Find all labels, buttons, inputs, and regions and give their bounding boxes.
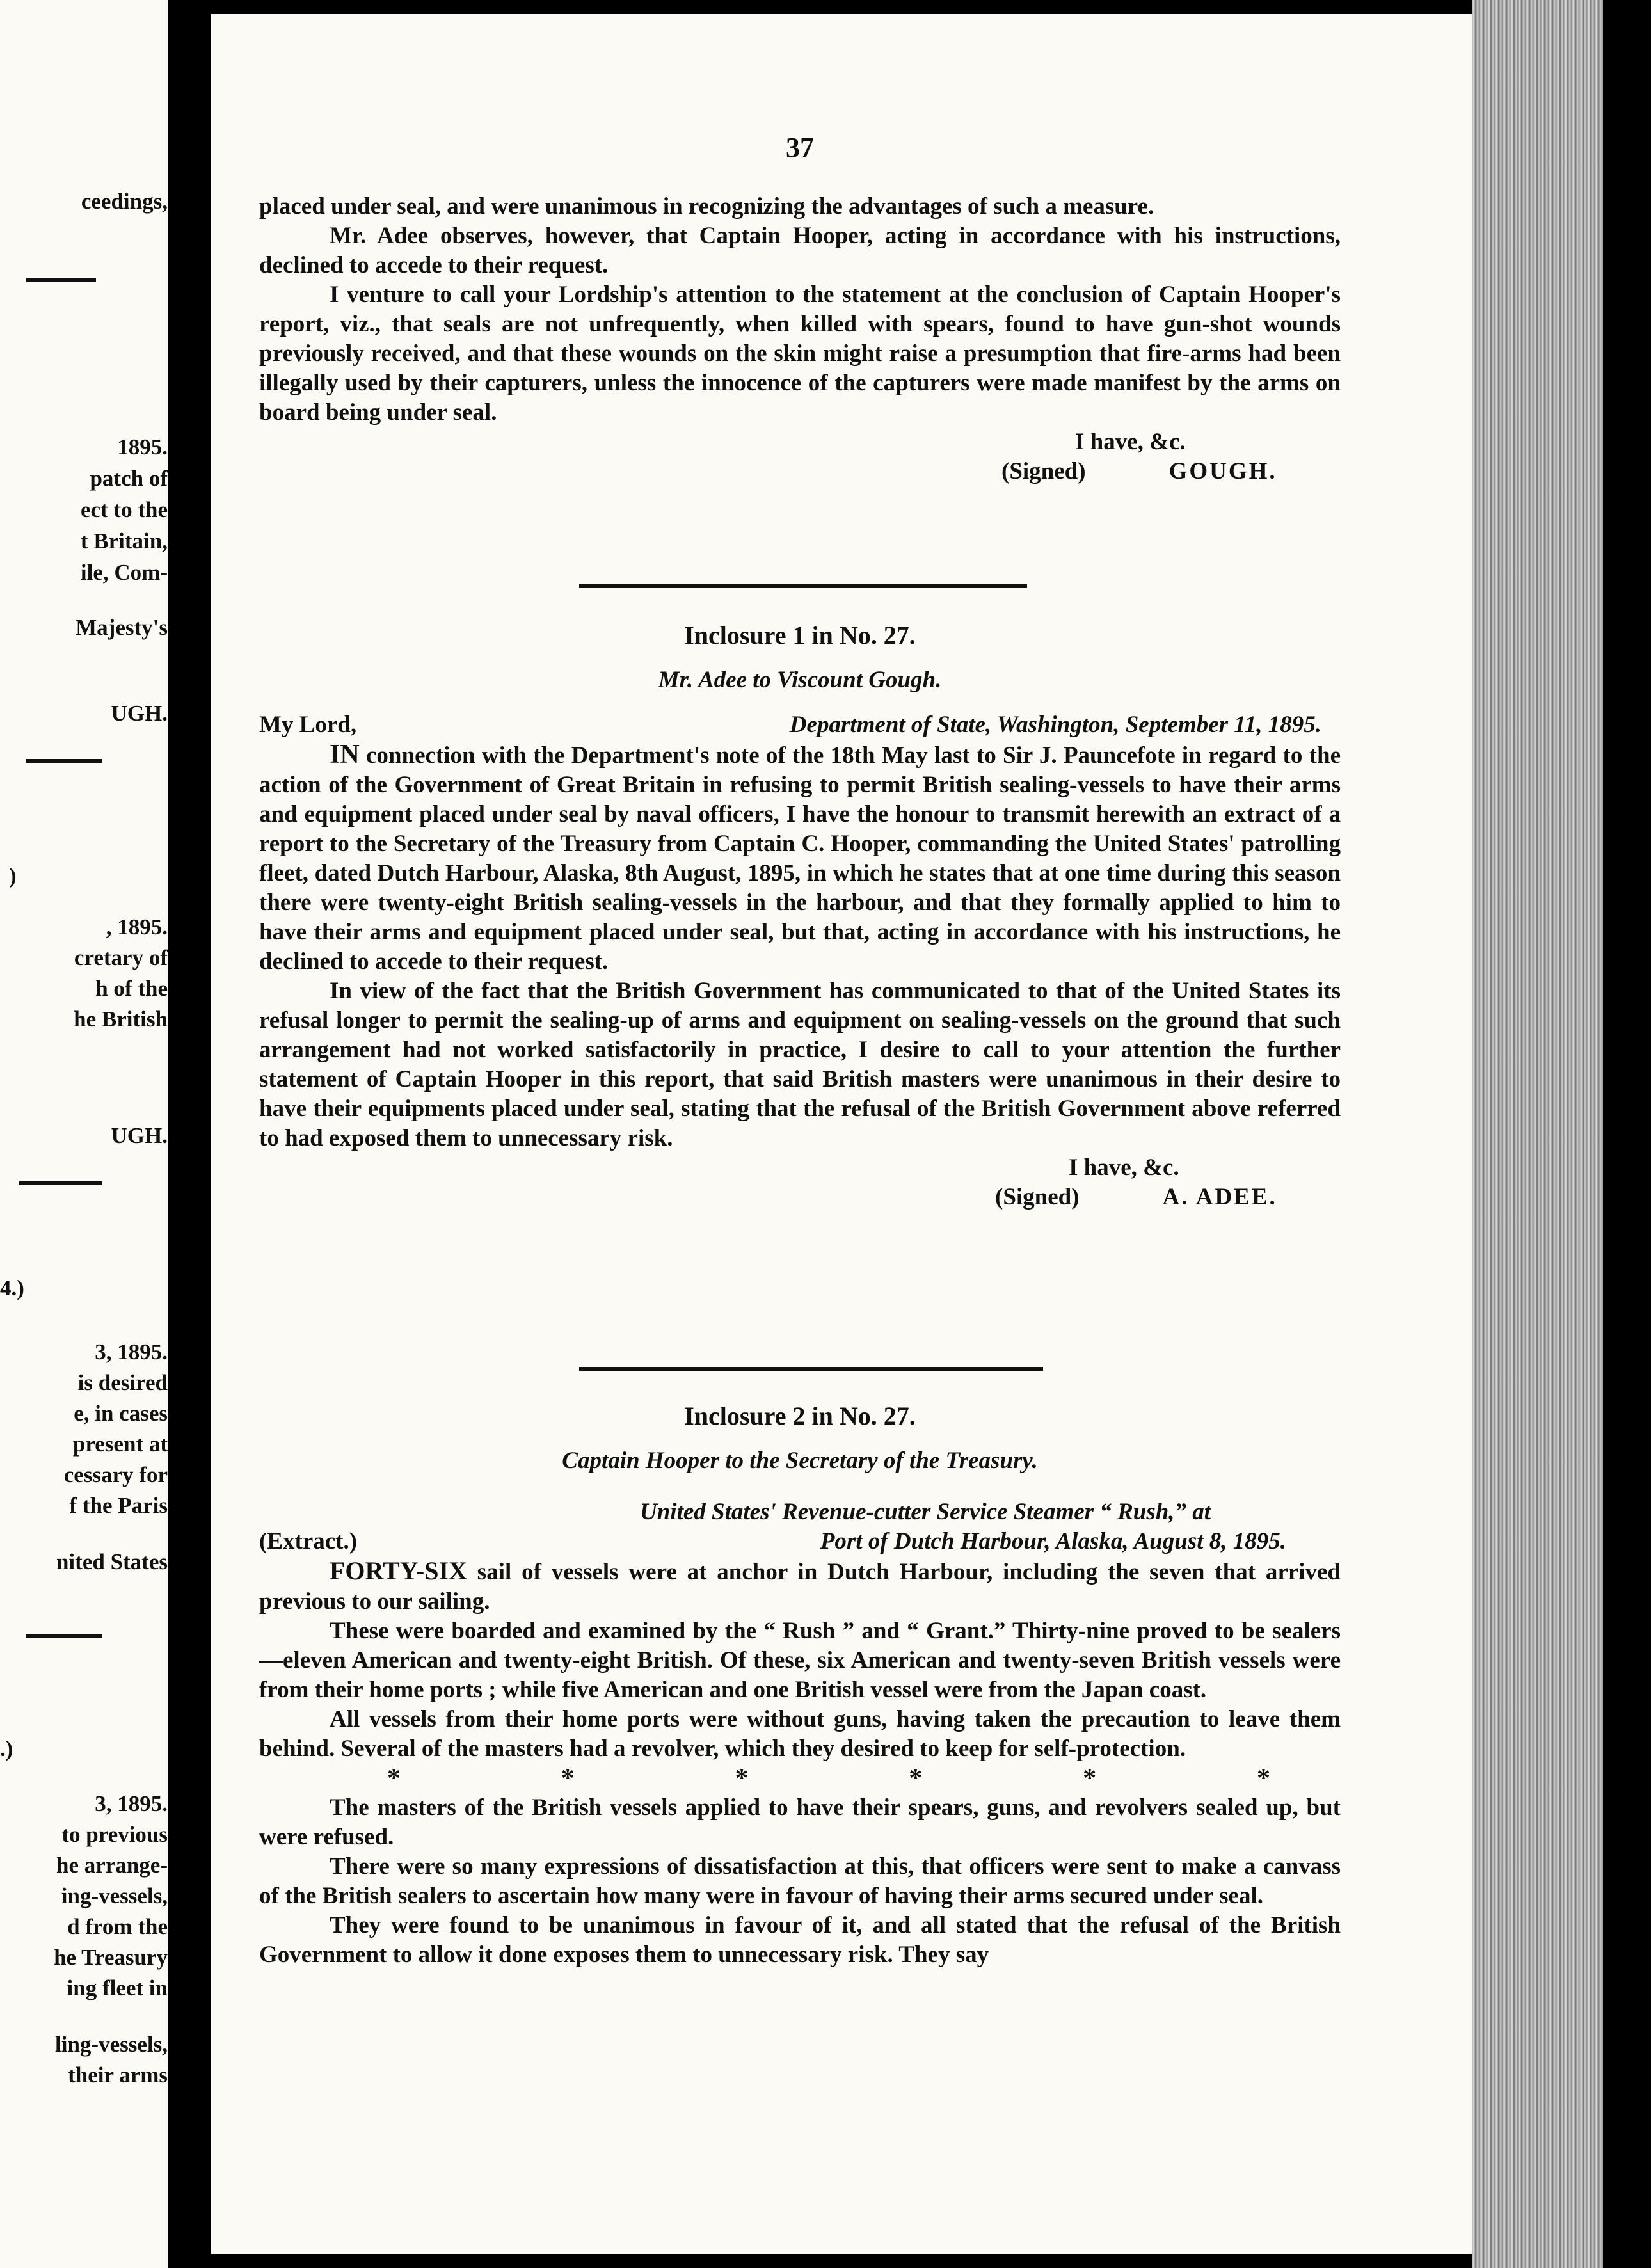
extract-label: (Extract.) <box>259 1528 358 1554</box>
star: * <box>909 1764 923 1793</box>
signature: GOUGH. <box>1168 458 1277 484</box>
closing: I have, &c. <box>1075 429 1186 455</box>
dateline: Port of Dutch Harbour, Alaska, August 8, 1895. <box>820 1528 1286 1554</box>
paragraph <box>259 1556 1341 1617</box>
signed-label: (Signed) <box>995 1184 1080 1210</box>
inclosure-heading: Inclosure 1 in No. 27. <box>684 621 916 650</box>
ellipsis-stars <box>259 1764 1341 1793</box>
lead-word: IN <box>330 740 360 769</box>
left-divider <box>26 759 102 763</box>
left-divider <box>26 1634 102 1638</box>
left-fragment: ing-vessels, <box>61 1883 168 1908</box>
signature-line <box>259 1183 1341 1212</box>
page-number-block <box>259 133 1341 163</box>
left-fragment: ) <box>9 863 17 888</box>
top-section <box>259 192 1341 486</box>
left-fragment: to previous <box>61 1822 168 1847</box>
left-fragment: .) <box>0 1736 13 1761</box>
inclosure-heading: Inclosure 2 in No. 27. <box>684 1402 916 1430</box>
star: * <box>1083 1764 1097 1793</box>
left-fragment: Majesty's <box>76 615 168 640</box>
closing: I have, &c. <box>1069 1154 1179 1181</box>
signature: A. ADEE. <box>1162 1184 1277 1210</box>
signed-label: (Signed) <box>1001 458 1086 484</box>
left-fragment: he Treasury <box>54 1945 168 1970</box>
left-fragment: ling-vessels, <box>55 2032 168 2057</box>
left-fragment: ing fleet in <box>67 1976 168 2000</box>
page-number: 37 <box>786 132 814 163</box>
paragraph <box>259 740 1341 977</box>
left-page <box>0 0 168 2268</box>
section-divider <box>579 584 1027 588</box>
section-divider <box>579 1367 1043 1371</box>
salutation-line <box>259 710 1341 740</box>
paragraph: Mr. Adee observes, however, that Captain Hooper, acting in accordance with his instructions, declined to accede to their request. <box>259 223 1341 278</box>
left-fragment: their arms <box>68 2063 168 2088</box>
paragraph: The masters of the British vessels applied to have their spears, guns, and revolvers sealed up, but were refused. <box>259 1794 1341 1850</box>
left-fragment: f the Paris <box>69 1493 168 1518</box>
lead-word: FORTY-SIX <box>330 1556 467 1585</box>
star: * <box>735 1764 749 1793</box>
inclosure-subheading: Captain Hooper to the Secretary of the Treasury. <box>562 1448 1038 1474</box>
left-fragment: patch of <box>90 466 168 491</box>
paragraph: They were found to be unanimous in favour of it, and all stated that the refusal of the British Government to allow it done exposes them to unnecessary risk. They say <box>259 1912 1341 1968</box>
inclosure-subheading: Mr. Adee to Viscount Gough. <box>658 667 942 693</box>
left-fragment: e, in cases <box>74 1401 168 1426</box>
signature-line <box>259 457 1341 486</box>
left-fragment: 3, 1895. <box>95 1791 168 1816</box>
paragraph: In view of the fact that the British Government has communicated to that of the United States its refusal longer to permit the sealing-up of arms and equipment on sealing-vessels on the ground that such arrangement had not worked satisfactorily in practice, I desire to call to your attention the further statement of Captain Hooper in this report, that said British masters were unanimous in their desire to have their equipments placed under seal, stating that the refusal of the British Government above referred to had exposed them to unnecessary risk. <box>259 978 1341 1151</box>
left-fragment: UGH. <box>111 701 168 726</box>
left-fragment: is desired <box>77 1370 168 1395</box>
paragraph: placed under seal, and were unanimous in recognizing the advantages of such a measure. <box>259 193 1154 220</box>
page-edges <box>1472 0 1603 2268</box>
left-fragment: 4.) <box>0 1275 24 1300</box>
left-fragment: h of the <box>95 976 168 1001</box>
left-fragment: he British <box>74 1007 168 1032</box>
paragraph-text: sail of vessels were at anchor in Dutch Harbour, including the seven that arrived previous to our sailing. <box>259 1559 1341 1615</box>
left-fragment: d from the <box>67 1914 168 1939</box>
left-fragment: present at <box>72 1432 168 1457</box>
paragraph: There were so many expressions of dissatisfaction at this, that officers were sent to make a canvass of the British sealers to ascertain how many were in favour of having their arms secured under seal. <box>259 1853 1341 1909</box>
salutation: My Lord, <box>259 712 357 738</box>
left-fragment: 1895. <box>117 435 168 459</box>
left-fragment: ect to the <box>80 497 168 522</box>
star: * <box>387 1764 401 1793</box>
extract-line <box>259 1527 1341 1556</box>
left-divider <box>19 1181 102 1185</box>
paragraph: I venture to call your Lordship's attention to the statement at the conclusion of Captain Hooper's report, viz., that seals are not unfrequently, when killed with spears, found to have gun-shot wounds previously received, and that these wounds on the skin might raise a presumption that fire-arms had been illegally used by their capturers, unless the innocence of the capturers were made manifest by the arms on board being under seal. <box>259 282 1341 426</box>
paragraph-text: connection with the Department's note of the 18th May last to Sir J. Pauncefote in regard to the action of the Government of Great Britain in refusing to permit British sealing-vessels to have their arms and equipment placed under seal by naval officers, I have the honour to transmit herewith an extract of a report to the Secretary of the Treasury from Captain C. Hooper, commanding the United States' patrolling fleet, dated Dutch Harbour, Alaska, 8th August, 1895, in which he states that at one time during this season there were twenty-eight British sealing-vessels in the harbour, and that they formally applied to him to have their arms and equipment placed under seal, but that, acting in accordance with his instructions, he declined to accede to their request. <box>259 742 1341 975</box>
left-fragment: t Britain, <box>80 529 168 554</box>
left-fragment: cessary for <box>63 1462 168 1487</box>
left-fragment: nited States <box>56 1549 168 1574</box>
left-fragment: 3, 1895. <box>95 1339 168 1364</box>
left-fragment: , 1895. <box>106 914 168 939</box>
left-fragment: UGH. <box>111 1123 168 1148</box>
paragraph: These were boarded and examined by the “ Rush ” and “ Grant.” Thirty-nine proved to be sealers—eleven American and twenty-eight British. Of these, six American and twenty-seven British vessels were from their home ports ; while five American and one British vessel were from the Japan coast. <box>259 1618 1341 1703</box>
left-fragment: ile, Com- <box>80 560 168 585</box>
left-fragment: he arrange- <box>56 1853 168 1878</box>
paragraph: All vessels from their home ports were without guns, having taken the precaution to leave them behind. Several of the masters had a revolver, which they desired to keep for self-protection. <box>259 1706 1341 1762</box>
star: * <box>1256 1764 1270 1793</box>
left-divider <box>26 278 96 282</box>
inclosure-2 <box>259 1402 1341 1970</box>
left-fragment: ceedings, <box>81 189 168 214</box>
dateline: United States' Revenue-cutter Service Steamer “ Rush,” at <box>640 1499 1211 1525</box>
left-fragment: cretary of <box>74 945 168 970</box>
dateline: Department of State, Washington, September 11, 1895. <box>789 712 1321 738</box>
star: * <box>561 1764 575 1793</box>
inclosure-1 <box>259 621 1341 1212</box>
